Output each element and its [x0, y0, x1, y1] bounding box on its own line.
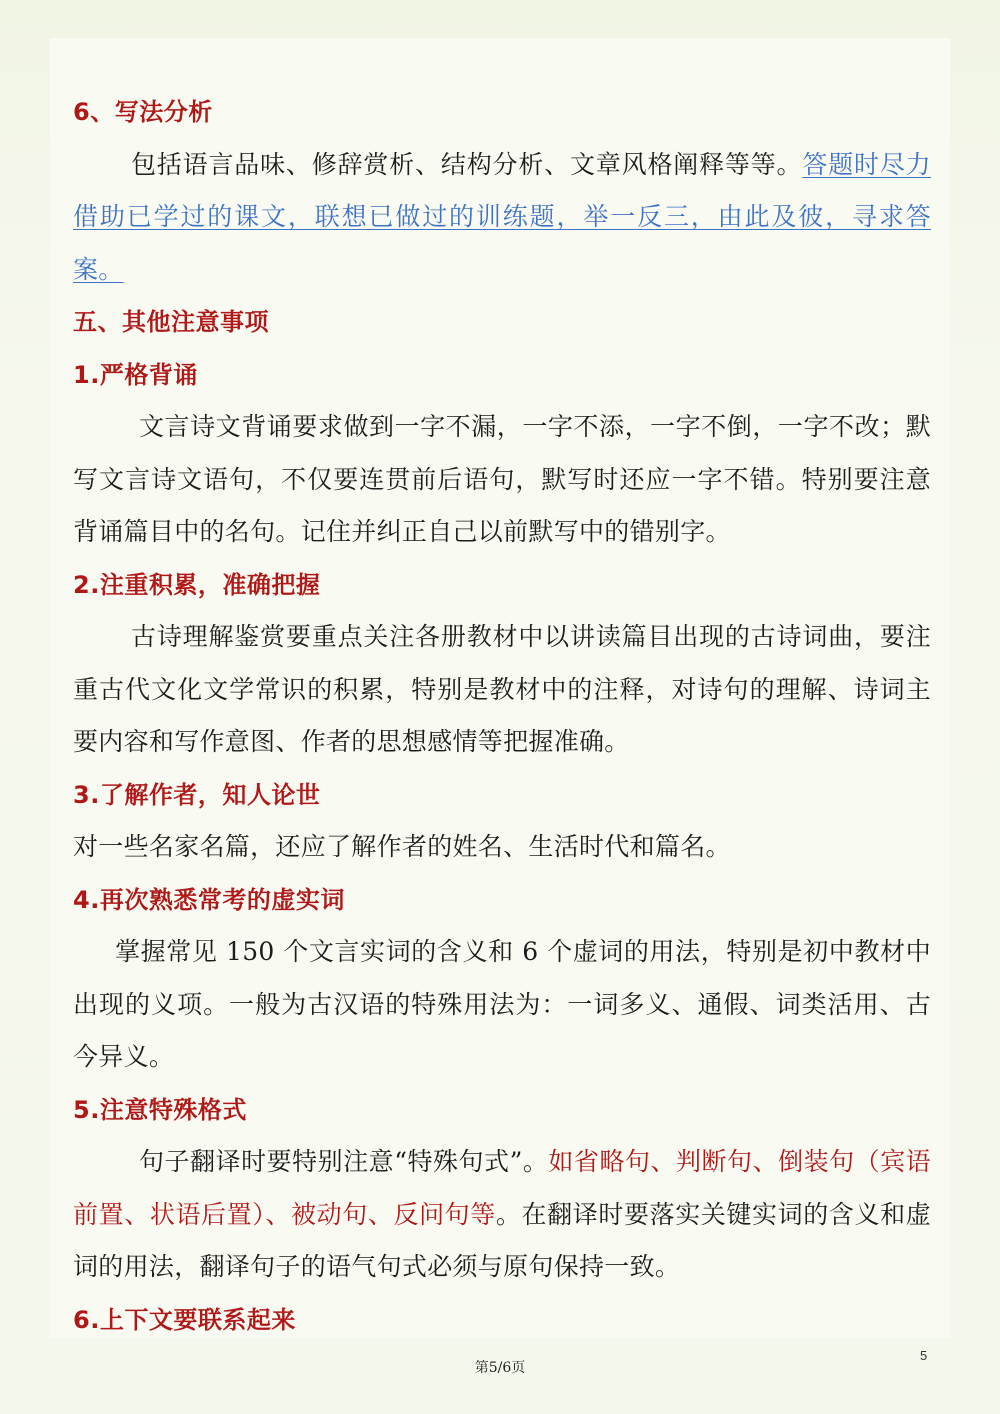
- item-heading-3: 3.了解作者，知人论世: [73, 780, 321, 809]
- item-paragraph-1: 文言诗文背诵要求做到一字不漏，一字不添，一字不倒，一字不改；默写文言诗文语句，不仅要连贯前后语句，默写时还应一字不错。特别要注意背诵篇目中的名句。记住并纠正自己以前默写中的错别字。: [73, 412, 931, 546]
- page-footer-label: 第5/6页: [474, 1360, 526, 1376]
- item-paragraph-3: 对一些名家名篇，还应了解作者的姓名、生活时代和篇名。: [73, 832, 731, 861]
- item-heading-4: 4.再次熟悉常考的虚实词: [73, 885, 345, 914]
- item-paragraph-2: 古诗理解鉴赏要重点关注各册教材中以讲读篇目出现的古诗词曲，要注重古代文化文学常识的积累，特别是教材中的注释，对诗句的理解、诗词主要内容和写作意图、作者的思想感情等把握准确。: [73, 622, 931, 756]
- item-paragraph-5: [73, 1136, 931, 1294]
- part-heading-other-notes: 五、其他注意事项: [73, 308, 269, 336]
- item-heading-5: 5.注意特殊格式: [73, 1095, 247, 1124]
- item-5-text-b: 。在翻译时要落实关键实词的含义和虚词的用法，翻译句子的语气句式必须与原句保持一致。: [73, 1199, 931, 1281]
- answer-tip-link[interactable]: 答题时尽力借助已学过的课文，联想已做过的训练题，举一反三，由此及彼，寻求答案。: [73, 149, 931, 284]
- writing-analysis-text: 包括语言品味、修辞赏析、结构分析、文章风格阐释等等。: [131, 149, 803, 179]
- section-heading-writing-analysis: 6、写法分析: [73, 98, 213, 126]
- item-5-text-a: 句子翻译时要特别注意“特殊句式”。: [139, 1147, 549, 1176]
- item-5-highlight: 如省略句、判断句、倒装句（宾语前置、状语后置）、被动句、反问句等: [73, 1147, 931, 1229]
- document-content: [73, 86, 931, 1346]
- item-paragraph-4: 掌握常见 150 个文言实词的含义和 6 个虚词的用法，特别是初中教材中出现的义项。一般为古汉语的特殊用法为：一词多义、通假、词类活用、古今异义。: [73, 937, 931, 1071]
- item-heading-6: 6.上下文要联系起来: [73, 1305, 296, 1334]
- paragraph-writing-analysis: [73, 139, 931, 297]
- page-number: 5: [920, 1348, 928, 1363]
- item-heading-1: 1.严格背诵: [73, 360, 198, 389]
- item-heading-2: 2.注重积累，准确把握: [73, 570, 321, 599]
